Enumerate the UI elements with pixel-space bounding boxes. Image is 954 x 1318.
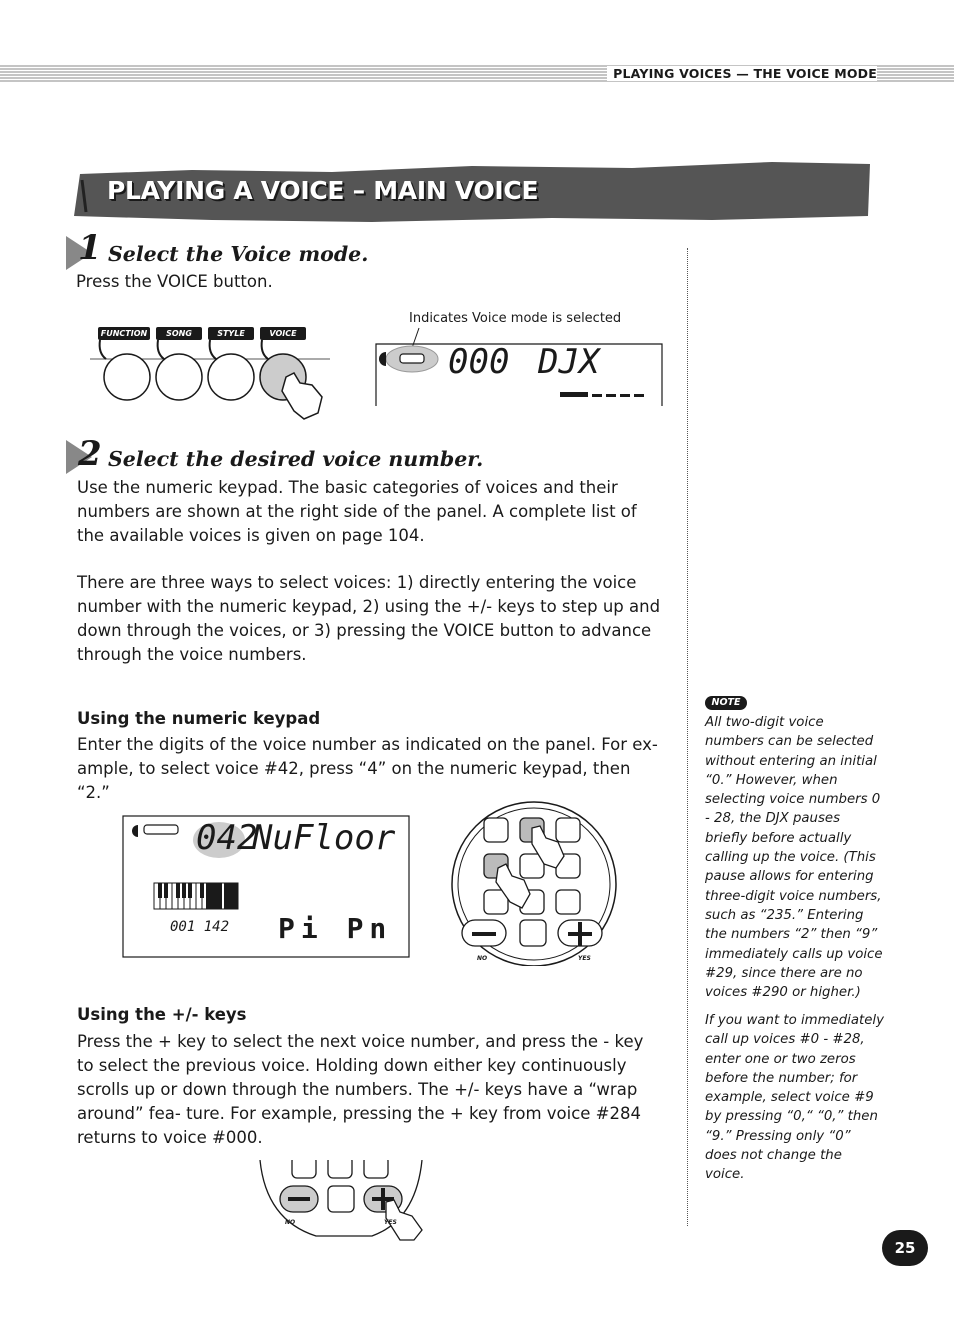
step-1-number: 1: [78, 228, 102, 268]
plus-minus-no-label: NO: [285, 1219, 296, 1226]
step-2-paragraph-1: Use the numeric keypad. The basic categories of voices and their numbers are shown at the right side of the panel. A complete list of the available voices is given on page 104.: [77, 478, 637, 545]
voice-mode-callout: Indicates Voice mode is selected: [409, 311, 622, 326]
page-number: 25: [882, 1230, 928, 1266]
panel-buttons-illustration: [90, 325, 330, 420]
plus-minus-keys-illustration: [256, 1160, 436, 1242]
lcd-voice-name: DJX: [538, 342, 600, 382]
panel-button-label-voice: VOICE: [269, 329, 297, 338]
note-paragraph-1: All two-digit voice numbers can be selected without entering an initial “0.” However, when selecting voice numbers 0 - 28, the DJX pauses briefly before actually calling up the voice. (This pause allows for entering three-digit voice numbers, such as “235.” Entering the numbers “2” then “9” immediately calls up voice #29, since there are no voices #290 or higher.): [705, 715, 883, 1001]
numeric-keypad-illustration: [448, 798, 620, 966]
numeric-keypad-body: Enter the digits of the voice number as indicated on the panel. For ex- ample, to select voice #42, press “4” on the numeric keypad, then “2.”: [77, 735, 658, 802]
section-header-title: PLAYING VOICES — THE VOICE MODE: [607, 66, 877, 81]
step-1-title: Select the Voice mode.: [108, 242, 369, 266]
step-1-body: Press the VOICE button.: [76, 272, 273, 291]
numeric-keypad-heading: Using the numeric keypad: [77, 709, 321, 728]
lcd-small-readout: 001 142: [170, 919, 230, 935]
step-2-number: 2: [78, 434, 102, 474]
sidebar-divider: [687, 248, 688, 1226]
keypad-no-label: NO: [477, 955, 488, 962]
plus-minus-body: Press the + key to select the next voice number, and press the - key to select the previous voice. Holding down either key continuously scrolls up or down through the numbers. The +/- keys have a “wrap around” fea- ture. For example, pressing the + key from voice #284 returns to voice #000.: [77, 1032, 644, 1147]
note-badge: NOTE: [705, 696, 747, 710]
lcd-voice-number: 042: [196, 818, 258, 858]
lcd-sub-readout: Pi Pn: [278, 912, 393, 945]
keypad-yes-label: YES: [578, 955, 591, 962]
lcd-voice-number: 000: [448, 342, 510, 382]
step-2-paragraph-2: There are three ways to select voices: 1) directly entering the voice number with the numeric keypad, 2) using the +/- keys to step up and down through the voices, or 3) pressing the VOICE button to advance through the voice numbers.: [77, 573, 661, 664]
panel-button-label-style: STYLE: [217, 329, 245, 338]
lcd-voice-name: NuFloor: [252, 818, 396, 858]
step-2-title: Select the desired voice number.: [108, 447, 484, 471]
panel-button-label-function: FUNCTION: [100, 329, 148, 338]
page-title: PLAYING A VOICE – MAIN VOICE: [107, 176, 539, 205]
note-paragraph-2: If you want to immediately call up voices #0 - #28, enter one or two zeros before the number; for example, select voice #9 by pressing “0,“ “0,” then “9.” Pressing only “0” does not change the voice.: [705, 1013, 884, 1183]
panel-button-label-song: SONG: [166, 329, 192, 338]
lcd-display-voice-mode: [374, 326, 664, 408]
plus-minus-yes-label: YES: [384, 1219, 397, 1226]
plus-minus-heading: Using the +/- keys: [77, 1005, 247, 1024]
